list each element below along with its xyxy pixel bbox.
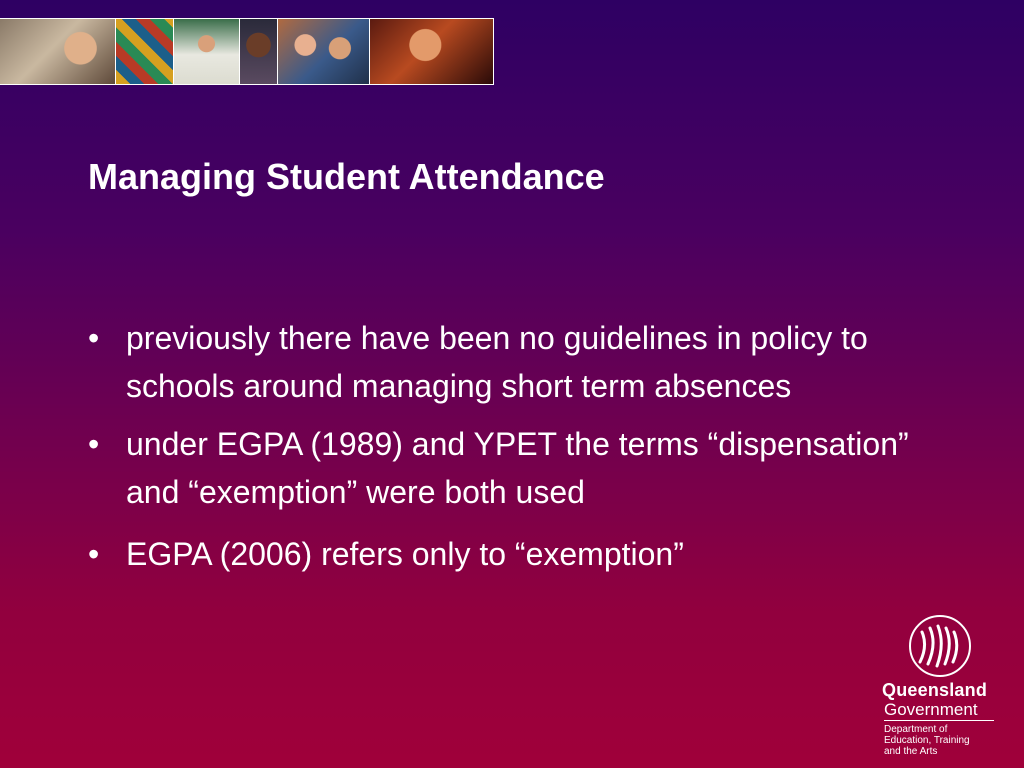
- photo-student-artwork: [116, 19, 174, 84]
- bullet-item: [88, 314, 948, 410]
- logo-department-line: Department of: [884, 724, 948, 735]
- bullet-marker: •: [88, 536, 100, 572]
- photo-student-musician: [370, 19, 493, 84]
- bullet-text: under EGPA (1989) and YPET the terms “dispensation” and “exemption” were both used: [126, 426, 909, 510]
- logo-department: [884, 724, 970, 757]
- queensland-government-logo: [878, 614, 998, 760]
- logo-subtitle: Government: [884, 700, 978, 719]
- slide-title: Managing Student Attendance: [88, 156, 605, 197]
- photo-student-uniform: [174, 19, 240, 84]
- logo-name: Queensland: [882, 680, 988, 700]
- bullet-marker: •: [88, 320, 100, 356]
- logo-department-line: Education, Training: [884, 735, 970, 746]
- bullet-item: [88, 530, 948, 578]
- photo-student-laboratory: [0, 19, 116, 84]
- bullet-list: [88, 314, 948, 588]
- logo-department-line: and the Arts: [884, 746, 938, 757]
- photo-young-children: [278, 19, 370, 84]
- photo-student-portrait: [240, 19, 278, 84]
- bullet-marker: •: [88, 426, 100, 462]
- logo-divider: [884, 720, 994, 721]
- bullet-item: [88, 420, 948, 516]
- crest-icon: [908, 614, 972, 678]
- bullet-text: previously there have been no guidelines in policy to schools around managing short term absences: [126, 320, 868, 404]
- header-photo-strip: [0, 18, 494, 85]
- bullet-text: EGPA (2006) refers only to “exemption”: [126, 536, 684, 572]
